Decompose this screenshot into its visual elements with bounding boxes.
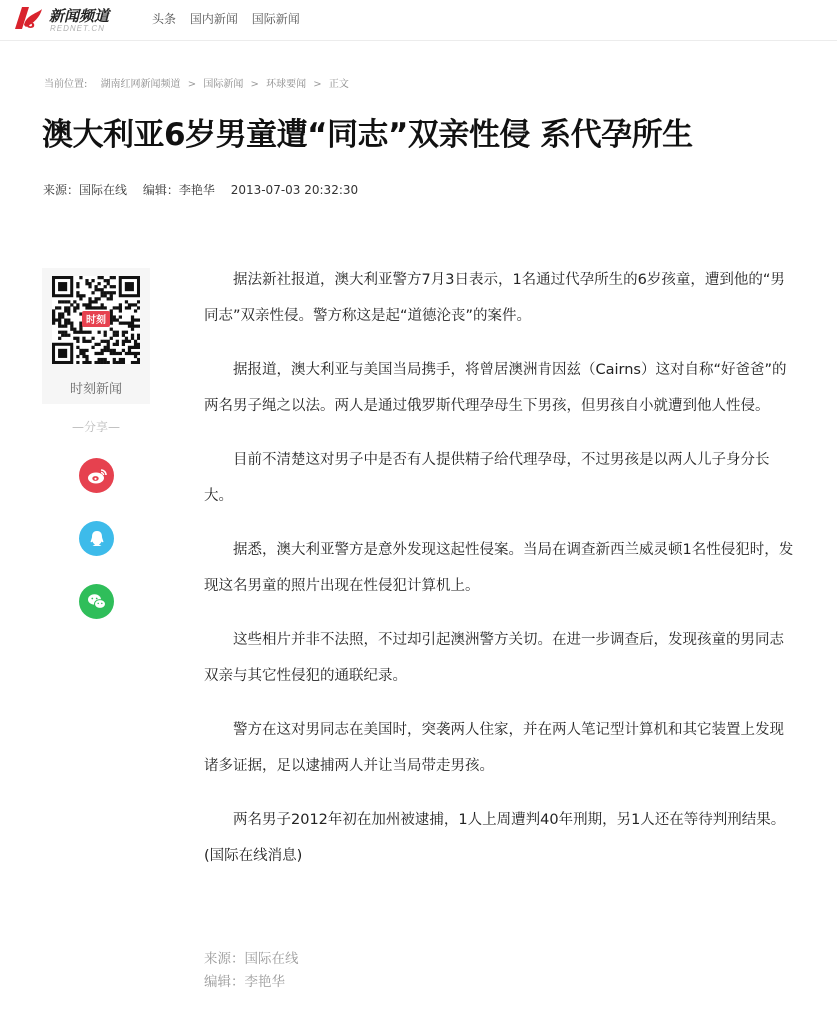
svg-text:8: 8 (26, 17, 36, 32)
article-paragraph: 这些相片并非不法照，不过却引起澳洲警方关切。在进一步调查后，发现孩童的男同志双亲与其它性侵犯的通联纪录。 (204, 632, 784, 684)
top-nav (152, 10, 310, 27)
breadcrumb-item-global[interactable]: 环球要闻 (266, 79, 307, 90)
article-body (204, 262, 794, 892)
nav-domestic-news[interactable]: 国内新闻 (189, 12, 238, 26)
site-logo[interactable] (12, 3, 122, 35)
breadcrumb-separator: > (250, 79, 259, 90)
share-sidebar (42, 268, 150, 434)
share-wechat-button[interactable] (79, 584, 114, 619)
site-domain: REDNET.CN (50, 24, 105, 33)
breadcrumb-item-rednet[interactable]: 湖南红网新闻频道 (100, 79, 181, 90)
nav-international-news[interactable]: 国际新闻 (251, 12, 300, 26)
qr-code-icon (52, 276, 140, 364)
top-bar (0, 0, 837, 41)
footer-source: 来源：国际在线 (204, 951, 299, 967)
article-footer (204, 948, 299, 994)
breadcrumb-separator: > (313, 79, 322, 90)
weibo-icon (87, 468, 107, 484)
wechat-icon (87, 593, 107, 610)
qq-icon (89, 530, 105, 548)
article-title: 澳大利亚6岁男童遭“同志”双亲性侵 系代孕所生 (42, 117, 693, 153)
breadcrumb-item-international[interactable]: 国际新闻 (203, 79, 244, 90)
share-weibo-button[interactable] (79, 458, 114, 493)
article-paragraph: 两名男子2012年初在加州被逮捕，1人上周遭判40年刑期，另1人还在等待判刑结果。(国际在线消息) (204, 812, 786, 864)
article-meta (43, 181, 370, 198)
article-paragraph: 据悉，澳大利亚警方是意外发现这起性侵案。当局在调查新西兰威灵顿1名性侵犯时，发现这名男童的照片出现在性侵犯计算机上。 (204, 542, 794, 594)
breadcrumb-prefix: 当前位置: (44, 79, 88, 90)
article-paragraph: 据报道，澳大利亚与美国当局携手，将曾居澳洲肯因兹（Cairns）这对自称“好爸爸”的两名男子绳之以法。两人是通过俄罗斯代理孕母生下男孩，但男孩自小就遭到他人性侵。 (204, 362, 787, 414)
article-paragraph: 警方在这对男同志在美国时，突袭两人住家，并在两人笔记型计算机和其它装置上发现诸多证据，足以逮捕两人并让当局带走男孩。 (204, 722, 784, 774)
site-brand: 新闻频道 (49, 7, 110, 25)
article-datetime: 2013-07-03 20:32:30 (230, 183, 359, 197)
footer-editor: 编辑：李艳华 (204, 974, 285, 990)
qr-code-box (42, 268, 150, 404)
article-paragraph: 目前不清楚这对男子中是否有人提供精子给代理孕母，不过男孩是以两人儿子身分长大。 (204, 452, 770, 504)
article-paragraph: 据法新社报道，澳大利亚警方7月3日表示，1名通过代孕所生的6岁孩童，遭到他的“男同志”双亲性侵。警方称这是起“道德沦丧”的案件。 (204, 272, 785, 324)
article-source: 来源：国际在线 (43, 183, 128, 197)
qr-label: 时刻新闻 (69, 382, 122, 397)
breadcrumb-separator: > (187, 79, 197, 90)
nav-headlines[interactable]: 头条 (152, 12, 177, 26)
share-qq-button[interactable] (79, 521, 114, 556)
qr-badge-text: 时刻 (86, 315, 106, 326)
breadcrumb (44, 75, 349, 90)
breadcrumb-item-current: 正文 (328, 79, 349, 90)
share-label: —分享— (71, 420, 120, 434)
article-editor: 编辑：李艳华 (142, 183, 215, 197)
rednet-logo-icon (12, 3, 46, 33)
